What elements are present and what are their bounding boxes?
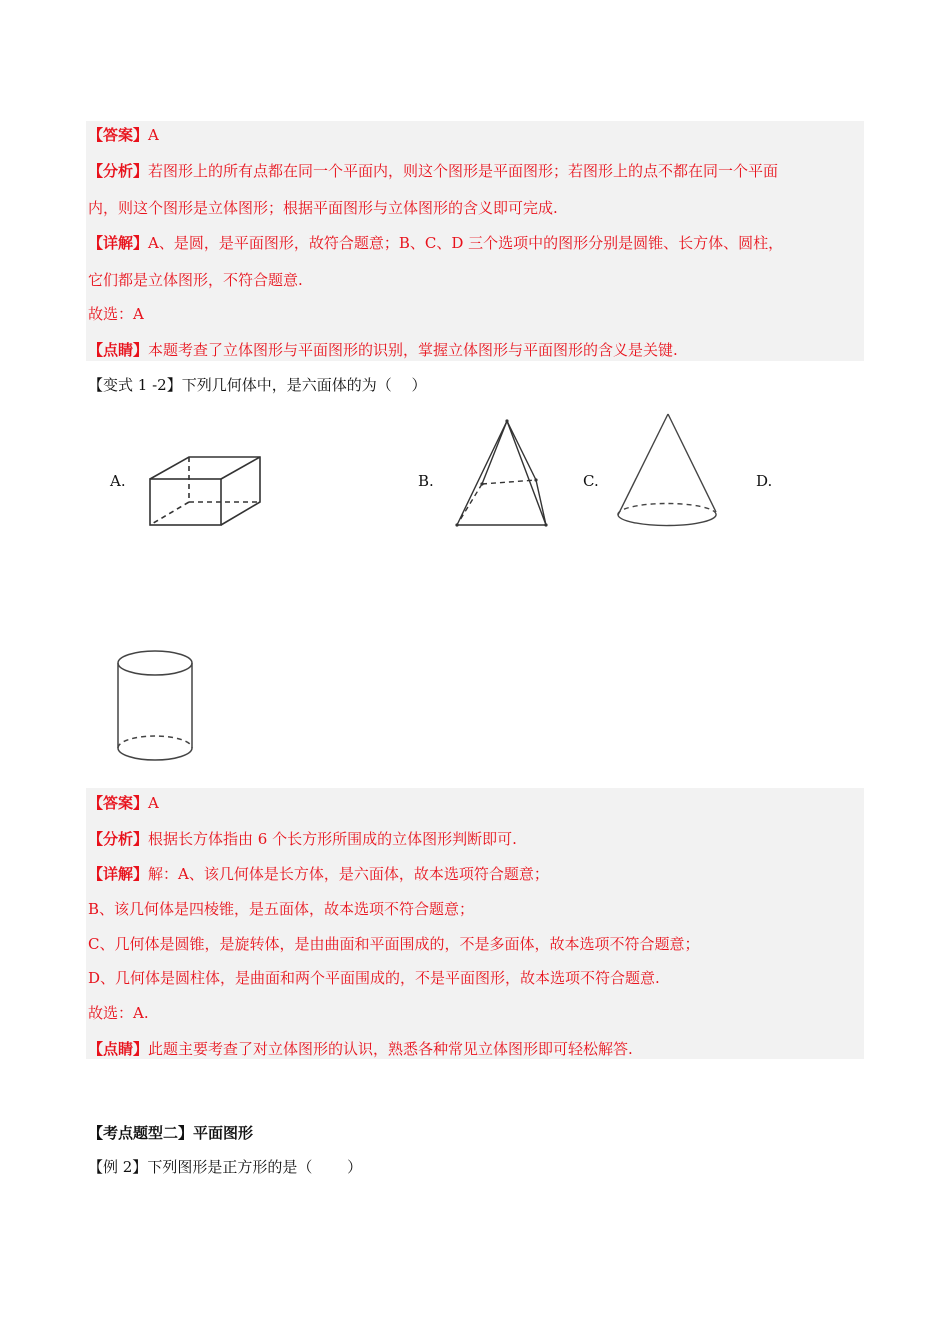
comment-line-2 xyxy=(88,1039,633,1059)
analysis-text: 若图形上的所有点都在同一个平面内，则这个图形是平面图形；若图形上的点不都在同一个平面 xyxy=(148,162,779,180)
option-c-label: C. xyxy=(583,472,599,490)
section-heading: 【考点题型二】平面图形 xyxy=(88,1124,254,1142)
detail-line-5 xyxy=(88,934,699,954)
option-b-label: B. xyxy=(418,472,434,490)
comment-tag: 【点睛】 xyxy=(88,1040,149,1058)
comment-tag: 【点睛】 xyxy=(88,341,149,359)
comment-text: 本题考查了立体图形与平面图形的识别，掌握立体图形与平面图形的含义是关键. xyxy=(148,341,678,359)
option-d-label: D. xyxy=(756,472,773,490)
detail-text: A、是圆，是平面图形，故符合题意；B、C、D 三个选项中的图形分别是圆锥、长方体、圆柱， xyxy=(148,234,784,252)
analysis-text: 根据长方体指由 6 个长方形所围成的立体图形判断即可. xyxy=(148,830,517,848)
option-a-label: A. xyxy=(110,472,126,490)
example-tag: 【例 2】 xyxy=(88,1158,148,1176)
analysis-text-cont: 内，则这个图形是立体图形；根据平面图形与立体图形的含义即可完成. xyxy=(88,199,558,217)
example-text: 下列图形是正方形的是（ ） xyxy=(147,1158,363,1176)
answer-tag: 【答案】 xyxy=(88,794,149,812)
answer-value: A xyxy=(148,126,159,144)
choice-text: 故选：A xyxy=(88,305,144,323)
answer-tag: 【答案】 xyxy=(88,126,149,144)
detail-line-3 xyxy=(88,864,549,884)
example-line xyxy=(88,1157,362,1177)
detail-text-c: C、几何体是圆锥，是旋转体，是由曲面和平面围成的，不是多面体，故本选项不符合题意； xyxy=(88,935,700,953)
answer-line-2 xyxy=(88,793,159,813)
detail-line-4 xyxy=(88,899,474,919)
choice-text: 故选：A. xyxy=(88,1004,149,1022)
analysis-tag: 【分析】 xyxy=(88,830,149,848)
choice-line-2 xyxy=(88,1003,149,1023)
detail-text-d: D、几何体是圆柱体，是曲面和两个平面围成的，不是平面图形，故本选项不符合题意. xyxy=(88,969,660,987)
detail-tag: 【详解】 xyxy=(88,234,149,252)
detail-text-b: B、该几何体是四棱锥，是五面体，故本选项不符合题意； xyxy=(88,900,475,918)
question-tag: 【变式 1 -2】 xyxy=(88,376,182,394)
detail-tag: 【详解】 xyxy=(88,865,149,883)
detail-line-6 xyxy=(88,968,660,988)
analysis-line-3 xyxy=(88,829,517,849)
answer-value: A xyxy=(148,794,159,812)
detail-text: 解：A、该几何体是长方体，是六面体，故本选项符合题意； xyxy=(148,865,549,883)
analysis-tag: 【分析】 xyxy=(88,162,149,180)
question-text: 下列几何体中，是六面体的为（ ） xyxy=(181,376,427,394)
detail-text-cont: 它们都是立体图形，不符合题意. xyxy=(88,271,303,289)
comment-text: 此题主要考查了对立体图形的认识，熟悉各种常见立体图形即可轻松解答. xyxy=(148,1040,633,1058)
